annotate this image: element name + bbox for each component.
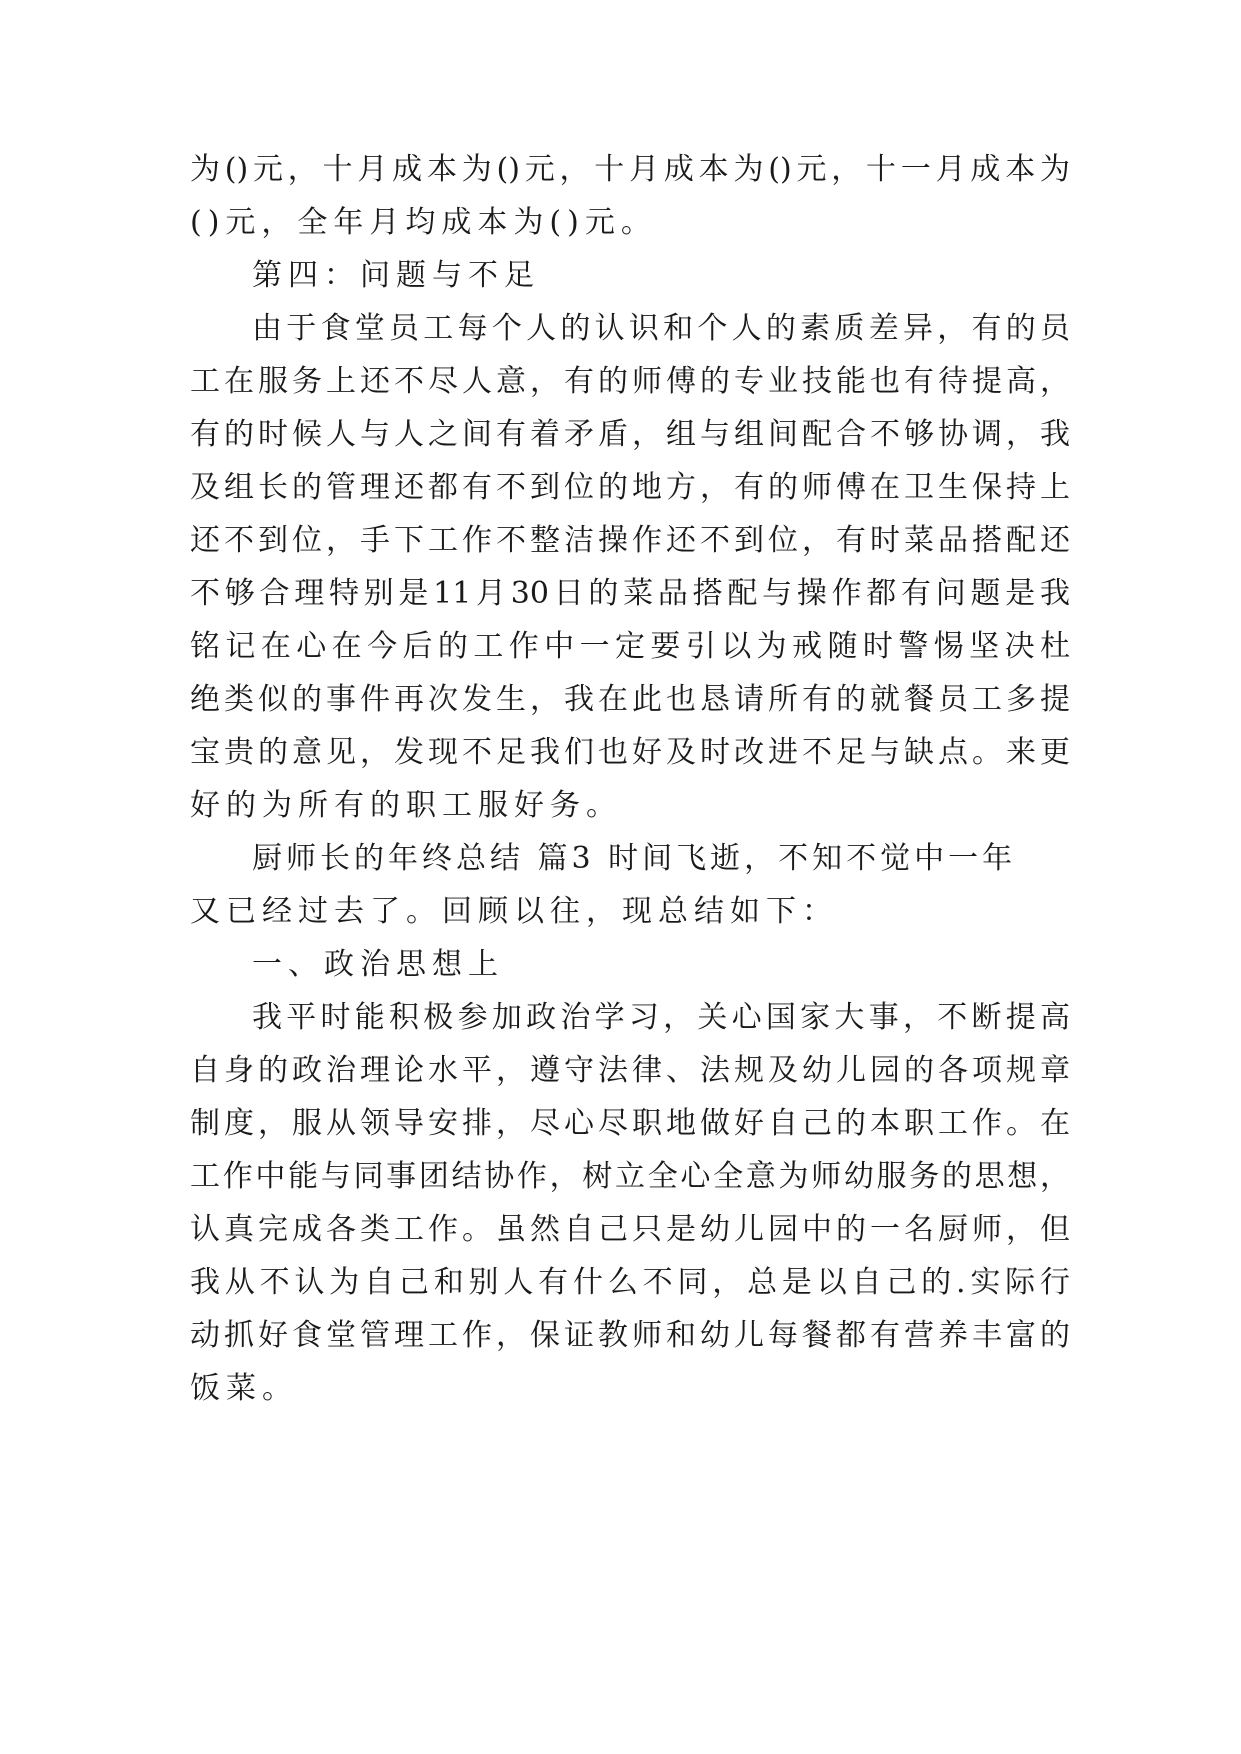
text-line: 宝贵的意见，发现不足我们也好及时改进不足与缺点。来更	[190, 735, 1070, 770]
text-line: 不够合理特别是11月30日的菜品搭配与操作都有问题是我	[190, 576, 1070, 611]
text-line: 认真完成各类工作。虽然自己只是幼儿园中的一名厨师，但	[190, 1212, 1070, 1247]
text-line: ()元，全年月均成本为()元。	[190, 205, 657, 240]
text-line: 饭菜。	[190, 1371, 298, 1406]
text-line: 动抓好食堂管理工作，保证教师和幼儿每餐都有营养丰富的	[190, 1318, 1070, 1353]
text-line: 有的时候人与人之间有着矛盾，组与组间配合不够协调，我	[190, 417, 1070, 452]
text-line: 制度，服从领导安排，尽心尽职地做好自己的本职工作。在	[190, 1106, 1070, 1141]
text-line: 工作中能与同事团结协作，树立全心全意为师幼服务的思想，	[190, 1159, 1070, 1194]
text-line: 我从不认为自己和别人有什么不同，总是以自己的.实际行	[190, 1265, 1070, 1300]
section-heading: 一、政治思想上	[252, 947, 504, 982]
section-heading: 第四：问题与不足	[252, 258, 540, 293]
article-title-line: 厨师长的年终总结 篇3 时间飞逝，不知不觉中一年	[252, 841, 1017, 876]
text-line: 为()元，十月成本为()元，十月成本为()元，十一月成本为	[190, 152, 1070, 187]
text-line: 及组长的管理还都有不到位的地方，有的师傅在卫生保持上	[190, 470, 1070, 505]
text-line: 自身的政治理论水平，遵守法律、法规及幼儿园的各项规章	[190, 1053, 1070, 1088]
text-line: 又已经过去了。回顾以往，现总结如下：	[190, 894, 838, 929]
text-line: 好的为所有的职工服好务。	[190, 788, 622, 823]
text-line: 绝类似的事件再次发生，我在此也恳请所有的就餐员工多提	[190, 682, 1070, 717]
text-line: 工在服务上还不尽人意，有的师傅的专业技能也有待提高，	[190, 364, 1070, 399]
text-line: 由于食堂员工每个人的认识和个人的素质差异，有的员	[252, 311, 1070, 346]
text-line: 我平时能积极参加政治学习，关心国家大事，不断提高	[252, 1000, 1070, 1035]
text-line: 铭记在心在今后的工作中一定要引以为戒随时警惕坚决杜	[190, 629, 1070, 664]
text-line: 还不到位，手下工作不整洁操作还不到位，有时菜品搭配还	[190, 523, 1070, 558]
